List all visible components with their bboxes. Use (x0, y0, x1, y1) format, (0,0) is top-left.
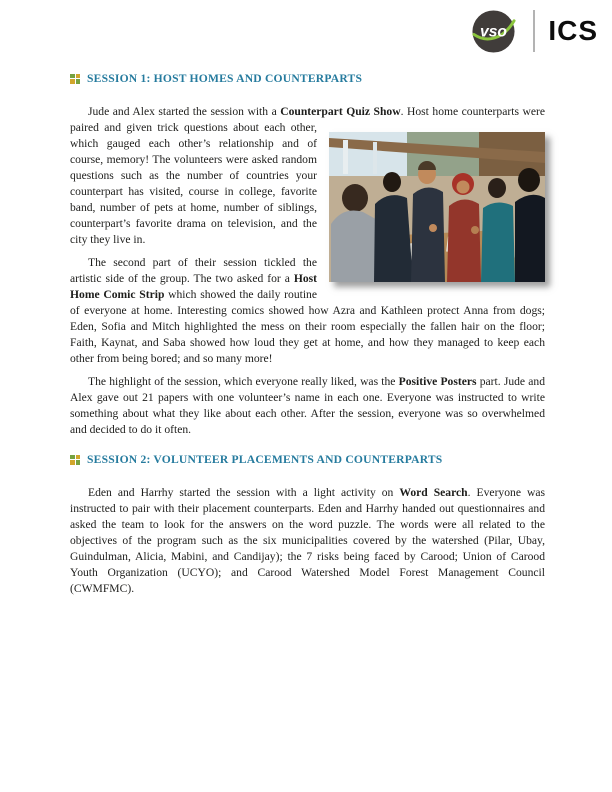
bold-text-segment: Word Search (399, 486, 468, 499)
group-photo-illustration (329, 132, 545, 282)
text-segment: which showed the daily routine of everyone at home. Interesting comics showed how Azra and Kathleen protect Anna from dogs; Eden, Sofia and Mitch highlighted the mess on their room especially the fallen hair on the floor; Faith, Kaynat, and Saba showed how loud they get at home, and how they managed to keep each other from being bored; and so many more! (70, 288, 545, 365)
text-segment: counterparts were paired and given trick questions about each other, which gauged each other’s relationship and of course, memory! The volunteers were asked random questions such as the number of countries your counterpart has visited, course in college, favorite band, number of pets at home, number of siblings, counterpart’s favorite drama on television, and the city they live in. (70, 105, 545, 246)
session1-heading-text: SESSION 1: HOST HOMES AND COUNTERPARTS (87, 72, 363, 85)
ics-logo: ICS (548, 15, 598, 46)
bold-text-segment: Positive Posters (398, 375, 477, 388)
grid-bullet-icon (70, 455, 80, 465)
text-segment: Eden and Harrhy started the session with a light activity on (88, 486, 400, 499)
page-header (0, 0, 612, 52)
text-segment: . Everyone was instructed to pair with their placement counterparts. Eden and Harrhy handed out questionnaires and asked the team to look for the answers on the word puzzle. The words were all related to the objectives of the program such as the six municipalities covered by the watershed (Pilar, Ubay, Guindulman, Alicia, Mabini, and Candijay); the 7 risks being faced by Carood; Union of Carood Youth Organization (UCYO); and Carood Watershed Model Forest Management Council (CWMFMC). (70, 486, 545, 595)
text-segment: Jude and Alex started the session with a (88, 105, 281, 118)
session1-heading (70, 72, 545, 85)
bold-text-segment: Host Home Comic Strip (70, 272, 317, 301)
vso-logo (470, 8, 517, 55)
text-segment: . Host home (400, 105, 462, 118)
session2-heading-text: SESSION 2: VOLUNTEER PLACEMENTS AND COUNTERPARTS (87, 453, 443, 466)
logo-divider (533, 10, 535, 52)
page-content (0, 72, 612, 597)
paragraph-word-search (70, 485, 545, 597)
text-segment: The highlight of the session, which everyone really liked, was the (88, 375, 399, 388)
paragraph-quiz-show (70, 104, 545, 248)
vso-logo-icon (470, 8, 517, 55)
vso-logo-text: vso (480, 22, 508, 40)
session-photo (329, 132, 545, 282)
session2-heading (70, 453, 545, 466)
grid-bullet-icon (70, 74, 80, 84)
bold-text-segment: Counterpart Quiz Show (280, 105, 401, 118)
text-segment: The second part of their session tickled the artistic side of the group. The two asked for a (70, 256, 317, 285)
text-segment: part. Jude and Alex gave out 21 papers with one volunteer’s name in each one. Everyone was instructed to write something about what they like about each other. After the session, everyone was so overwhelmed and decided to do it often. (70, 375, 546, 436)
paragraph-positive-posters (70, 374, 545, 438)
